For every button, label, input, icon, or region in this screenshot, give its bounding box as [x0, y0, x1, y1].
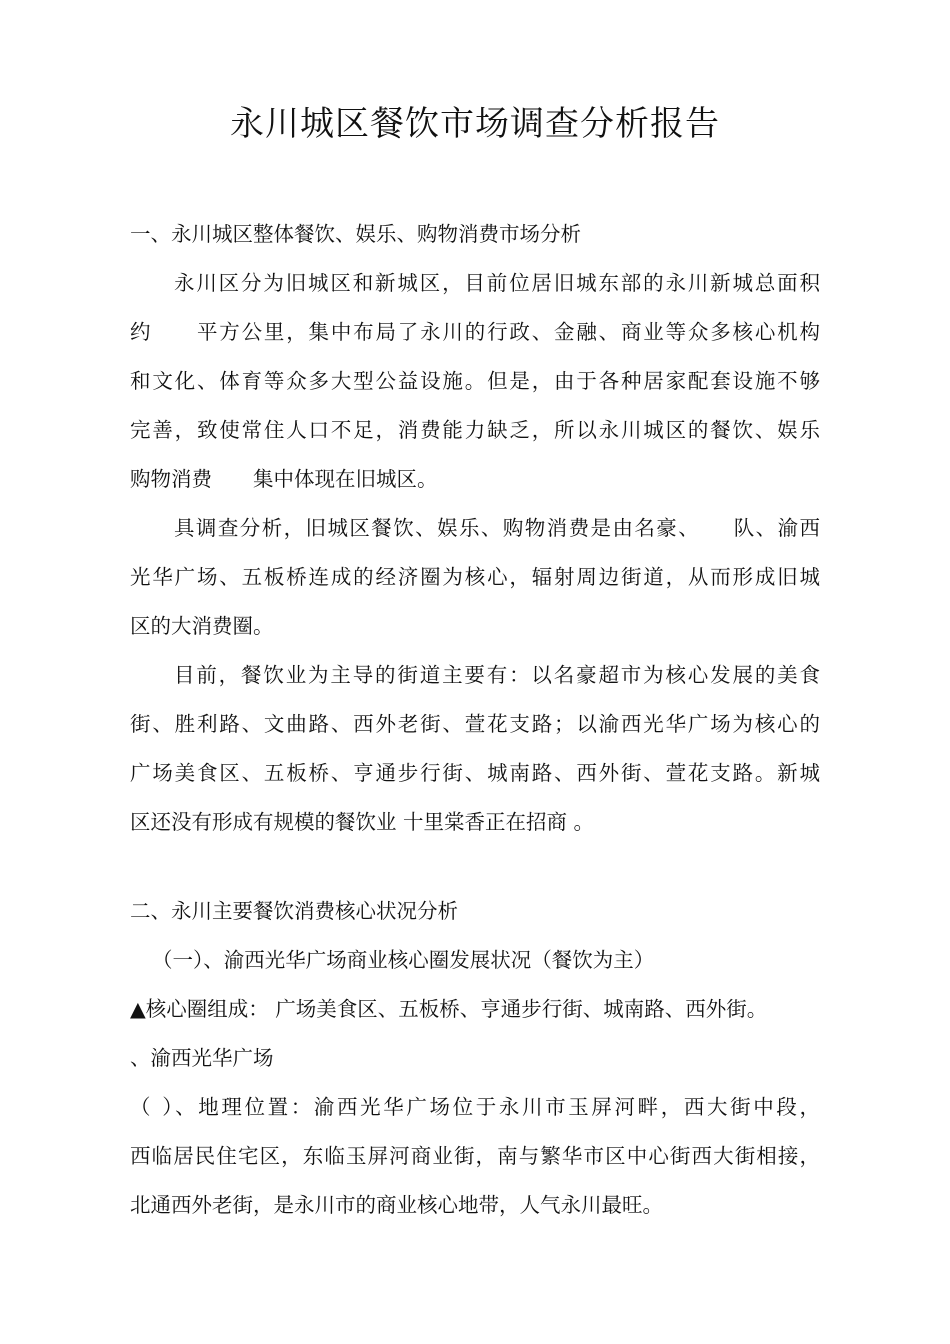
paragraph-line: 街、胜利路、文曲路、西外老街、萱花支路；以渝西光华广场为核心的: [130, 712, 820, 736]
paragraph-line: 目前，餐饮业为主导的街道主要有：以名豪超市为核心发展的美食: [174, 663, 820, 687]
paragraph-line: 购物消费 集中体现在旧城区。: [130, 467, 438, 491]
paragraph-line: 区的大消费圈。: [130, 614, 274, 638]
paragraph-line: 具调查分析，旧城区餐饮、娱乐、购物消费是由名豪、 队、渝西: [174, 516, 820, 540]
paragraph-line: 区还没有形成有规模的餐饮业 十里棠香正在招商 。: [130, 810, 595, 834]
document-title: 永川城区餐饮市场调查分析报告: [230, 104, 720, 144]
paragraph-line: 西临居民住宅区，东临玉屏河商业街，南与繁华市区中心街西大街相接，: [130, 1144, 820, 1168]
item-heading: 、渝西光华广场: [130, 1046, 274, 1070]
spacer: [130, 847, 820, 887]
paragraph-line: 永川区分为旧城区和新城区，目前位居旧城东部的永川新城总面积: [174, 271, 820, 295]
section-heading: 一、永川城区整体餐饮、娱乐、购物消费市场分析: [130, 222, 581, 246]
paragraph-line: 广场美食区、五板桥、亨通步行街、城南路、西外街、萱花支路。新城: [130, 761, 820, 785]
paragraph: [130, 651, 820, 847]
paragraph-line: 和文化、体育等众多大型公益设施。但是，由于各种居家配套设施不够: [130, 369, 820, 393]
paragraph-line: （ ）、地理位置：渝西光华广场位于永川市玉屏河畔，西大街中段，: [130, 1095, 820, 1119]
paragraph: [130, 259, 820, 504]
paragraph: [130, 1083, 820, 1230]
subsection-heading: （一）、渝西光华广场商业核心圈发展状况（餐饮为主）: [152, 948, 655, 972]
document-body: [130, 210, 820, 1230]
paragraph-line: 完善，致使常住人口不足，消费能力缺乏，所以永川城区的餐饮、娱乐: [130, 418, 820, 442]
core-circle-line: ▲核心圈组成： 广场美食区、五板桥、亨通步行街、城南路、西外街。: [130, 997, 768, 1021]
section-heading: 二、永川主要餐饮消费核心状况分析: [130, 899, 458, 923]
paragraph-line: 北通西外老街，是永川市的商业核心地带，人气永川最旺。: [130, 1193, 663, 1217]
paragraph: [130, 504, 820, 651]
paragraph-line: 光华广场、五板桥连成的经济圈为核心，辐射周边街道，从而形成旧城: [130, 565, 820, 589]
paragraph-line: 约 平方公里，集中布局了永川的行政、金融、商业等众多核心机构: [130, 320, 820, 344]
